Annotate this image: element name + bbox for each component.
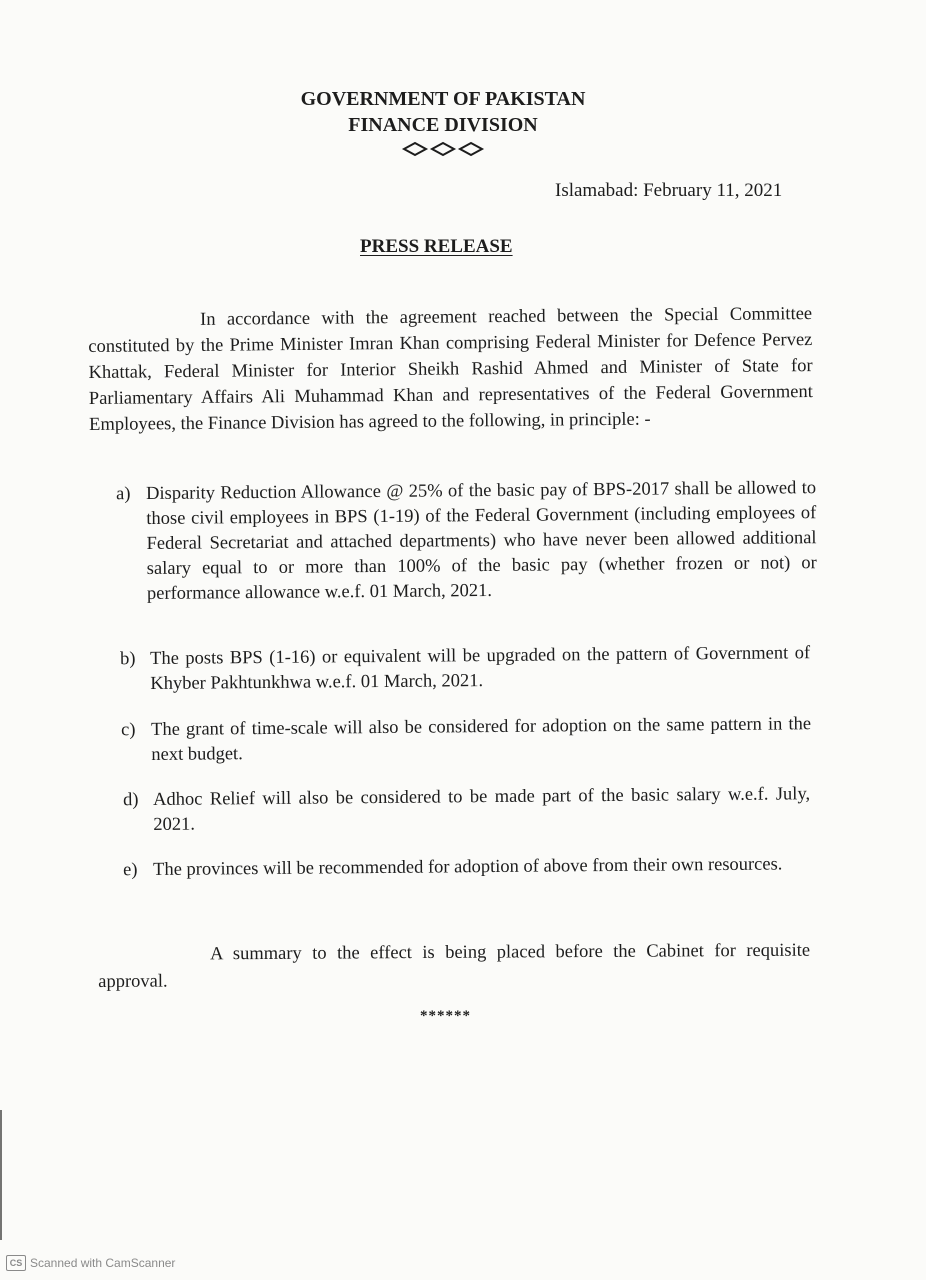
list-item-e [123, 852, 809, 883]
list-item-label: d) [123, 790, 139, 811]
list-item-text: Adhoc Relief will also be considered to be made part of the basic salary w.e.f. July, 2021. [153, 784, 811, 835]
list-item-text: The grant of time-scale will also be considered for adoption on the same pattern in the next budget. [151, 714, 812, 765]
dateline: Islamabad: February 11, 2021 [555, 180, 783, 201]
list-item-label: e) [123, 860, 138, 881]
camscanner-watermark [6, 1255, 175, 1271]
list-item-text: The posts BPS (1-16) or equivalent will be upgraded on the pattern of Government of Khyber Pakhtunkhwa w.e.f. 01 March, 2021. [150, 643, 811, 694]
end-mark: ****** [420, 1008, 471, 1024]
list-item-a [116, 476, 817, 607]
list-item-label: a) [116, 484, 131, 505]
intro-paragraph: In accordance with the agreement reached between the Special Committee constituted by the Prime Minister Imran Khan comprising Federal Minister for Defence Pervez Khattak, Federal Minister for Interior Sheikh Rashid Ahmed and Minister of State for Parliamentary Affairs Ali Muhammad Khan and representatives of the Federal Government Employees, the Finance Division has agreed to the following, in principle: - [88, 304, 813, 435]
list-item-d [123, 782, 811, 838]
camscanner-logo-icon: CS [6, 1255, 26, 1271]
list-item-c [121, 712, 812, 768]
government-heading: GOVERNMENT OF PAKISTAN [300, 88, 586, 110]
list-item-label: c) [121, 720, 136, 741]
list-item-b [120, 641, 811, 697]
closing-paragraph: A summary to the effect is being placed before the Cabinet for requisite approval. [98, 940, 811, 992]
list-item-text: The provinces will be recommended for adoption of above from their own resources. [153, 854, 783, 880]
watermark-text: Scanned with CamScanner [30, 1256, 176, 1270]
scan-edge-line [0, 1110, 2, 1240]
list-item-label: b) [120, 649, 136, 670]
diamond-ornament-icon [400, 138, 490, 160]
page-title: PRESS RELEASE [360, 236, 513, 257]
list-item-text: Disparity Reduction Allowance @ 25% of the basic pay of BPS-2017 shall be allowed to those civil employees in BPS (1-19) of the Federal Government (including employees of Federal Secretariat and attached departments) who have never been allowed additional salary equal to or more than 100% of the basic pay (whether frozen or not) or performance allowance w.e.f. 01 March, 2021. [146, 478, 817, 604]
division-heading: FINANCE DIVISION [348, 114, 538, 136]
